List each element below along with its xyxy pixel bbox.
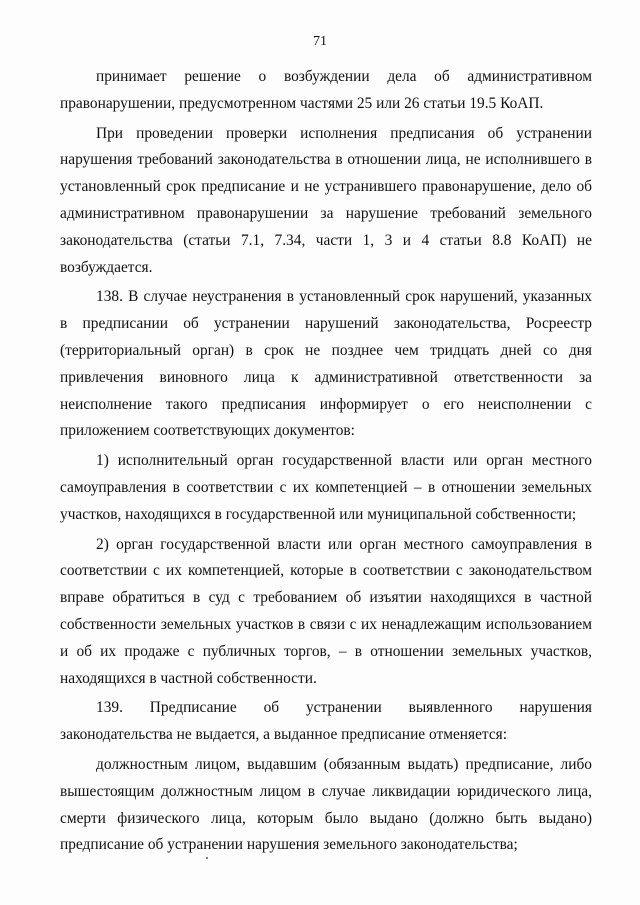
list-item-1: 1) исполнительный орган государственной власти или орган местного самоуправления в соответствии с их компетенцией – в отношении земельных участков, находящихся в государственной или муниципальной собственности; xyxy=(60,452,592,523)
paragraph-issuer: должностным лицом, выдавшим (обязанным выдать) предписание, либо вышестоящим должностным лицом в случае ликвидации юридического лица, смерти физического лица, которым было выдано (должно быть выдано) предписание об устранении нарушения земельного законодательства; xyxy=(60,755,592,854)
document-body xyxy=(60,64,592,859)
list-item-2: 2) орган государственной власти или орган местного самоуправления в соответствии с их компетенцией, которые в соответствии с законодательством вправе обратиться в суд с требованием об изъятии находящихся в частной собственности земельных участков в связи с их ненадлежащим использованием и об их продаже с публичных торгов, – в отношении земельных участков, находящихся в частной собственности. xyxy=(60,535,592,687)
paragraph-139: 139. Предписание об устранении выявленного нарушения законодательства не выдается, а выданное предписание отменяется: xyxy=(60,699,592,744)
paragraph-138: 138. В случае неустранения в установленный срок нарушений, указанных в предписании об устранении нарушений законодательства, Росреестр (территориальный орган) в срок не позднее чем тридцать дней со дня привлечения виновного лица к административной ответственности за неисполнение такого предписания информирует о его неисполнении с приложением соответствующих документов: xyxy=(60,288,592,440)
page-number: 71 xyxy=(313,34,327,49)
paragraph-continuation: принимает решение о возбуждении дела об административном правонарушении, предусмотренном частями 25 или 26 статьи 19.5 КоАП. xyxy=(60,68,592,112)
paragraph-inspection: При проведении проверки исполнения предписания об устранении нарушения требований законодательства в отношении лица, не исполнившего в установленный срок предписание и не устранившего правонарушение, дело об административном правонарушении за нарушение требований земельного законодательства (статьи 7.1, 7.34, части 1, 3 и 4 статьи 8.8 КоАП) не возбуждается. xyxy=(60,124,592,276)
scan-speck xyxy=(206,857,208,859)
